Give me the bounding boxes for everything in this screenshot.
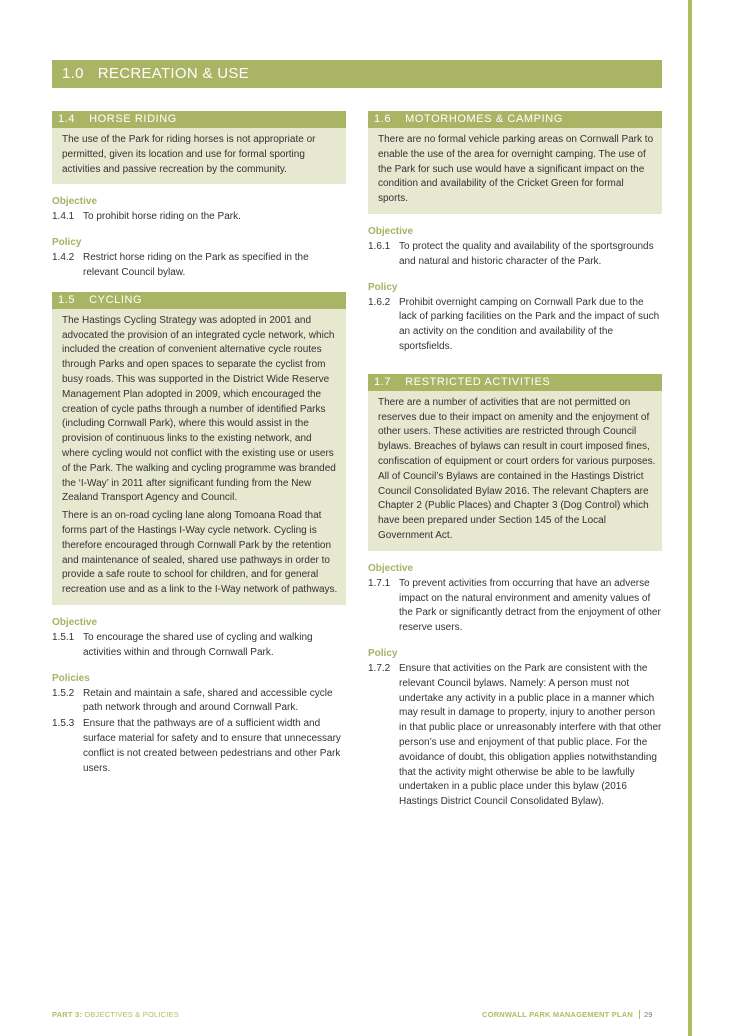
item-number: 1.5.3 (52, 718, 75, 730)
item-text: To prohibit horse riding on the Park. (83, 211, 241, 223)
section-title: RESTRICTED ACTIVITIES (405, 375, 551, 388)
section-number: 1.4 (58, 113, 76, 125)
item-text: Ensure that the pathways are of a sufficient width and surface material for safety and to ensure that unnecessary conflict is not created between pedestrians and other Park users. (83, 718, 341, 774)
footer-part-title: OBJECTIVES & POLICIES (84, 1010, 179, 1019)
section-title: CYCLING (89, 293, 143, 306)
item-number: 1.5.1 (52, 631, 75, 643)
section-intro-box (52, 128, 346, 184)
chapter-title: RECREATION & USE (97, 65, 249, 82)
policy-item (52, 687, 346, 717)
item-text: To prevent activities from occurring that have an adverse impact on the natural environment and amenity values of the Park or significantly detract from the enjoyment of other reserve users. (399, 577, 661, 634)
objective-label: Objective (52, 616, 98, 628)
item-number: 1.7.2 (368, 662, 391, 674)
item-number: 1.5.2 (52, 687, 75, 699)
footer-doc-label (482, 1010, 653, 1019)
objective-label: Objective (368, 225, 414, 237)
section-number: 1.7 (374, 375, 392, 388)
policy-label: Policy (368, 647, 398, 659)
section-title: HORSE RIDING (89, 113, 177, 125)
left-column (52, 111, 346, 777)
section-number: 1.6 (374, 113, 392, 125)
policy-item (368, 296, 662, 355)
footer-doc-title: CORNWALL PARK MANAGEMENT PLAN (482, 1010, 633, 1019)
policy-item (52, 717, 346, 776)
item-number: 1.6.2 (368, 296, 391, 308)
objective-item (368, 577, 662, 636)
item-text: Retain and maintain a safe, shared and accessible cycle path network through and around Cornwall Park. (83, 687, 333, 714)
objective-label: Objective (52, 196, 98, 208)
policy-label: Policy (52, 237, 82, 249)
section-heading-cycling (52, 292, 346, 309)
section-intro-box (368, 391, 662, 551)
intro-text: There are a number of activities that are not permitted on reserves due to their impact on amenity and the enjoyment of other users. These activities are restricted through Council bylaws. Breaches of bylaws can result in court imposed fines, confiscation of equipment or court orders for various purposes. All of Council’s Bylaws are contained in the Hastings District Council Consolidated Bylaw 2016. The relevant Chapters are Chapter 2 (Public Places) and Chapter 3 (Dog Control) which have been prepared under Section 145 of the Local Government Act. (378, 396, 656, 541)
intro-paragraph: There is an on-road cycling lane along Tomoana Road that forms part of the Hastings I-Way cycle network. Cycling is therefore encouraged through Cornwall Park by the retention and maintenance of sealed, shared use pathways in order to provide a safe route to school for children, and for general recreation use and as a link to the I-Way network of pathways. (62, 510, 338, 596)
policy-item (52, 251, 346, 281)
page-edge-rule (688, 0, 692, 1036)
item-number: 1.6.1 (368, 240, 391, 252)
intro-paragraph: The Hastings Cycling Strategy was adopted in 2001 and advocated the provision of an integrated cycle network, which included the creation of convenient alternative cycle routes through Parks and open spaces to separate the cyclist from busy roads. This was supported in the District Wide Reserve Management Plan adopted in 2009, which encouraged the creation of cycle paths through a number of identified Parks (including Cornwall Park), where this would assist in the provision of continuous links to the existing network, and where cycling would not conflict with the existing use or users of the Park. The walking and cycling programme was branded the ‘I-Way’ in 2011 after significant funding from the New Zealand Transport Agency and Council. (62, 314, 336, 504)
section-heading-restricted-activities (368, 374, 662, 391)
objective-item (52, 631, 346, 661)
section-intro-box (52, 309, 346, 605)
item-text: Restrict horse riding on the Park as specified in the relevant Council bylaw. (83, 252, 309, 278)
item-text: To protect the quality and availability of the sportsgrounds and natural and historic character of the Park. (399, 240, 654, 267)
chapter-banner (52, 60, 662, 88)
item-text: Ensure that activities on the Park are consistent with the relevant Council bylaws. Namely: A person must not undertake any activity in a public place in a manner which may result in damage to property, injury to another person in that public place or unreasonably interfere with that other person’s use and enjoyment of that public place. For the avoidance of doubt, this obligation applies notwithstanding that the activity might otherwise be able to be lawfully undertaken in a public place under this bylaw (2016 Hastings District Council Consolidated Bylaw). (399, 662, 662, 808)
objective-item (52, 210, 346, 225)
policy-item (368, 662, 662, 810)
right-column (368, 111, 662, 811)
item-number: 1.4.2 (52, 252, 75, 264)
policy-label: Policy (368, 281, 398, 293)
intro-text: The use of the Park for riding horses is not appropriate or permitted, given its location and use for formal sporting activities and passive recreation by the community. (62, 134, 316, 175)
item-number: 1.7.1 (368, 577, 391, 589)
item-number: 1.4.1 (52, 211, 75, 223)
page-number: 29 (639, 1010, 653, 1019)
section-heading-horse-riding (52, 111, 346, 128)
section-heading-motorhomes-camping (368, 111, 662, 128)
footer-part-number: PART 3: (52, 1010, 83, 1019)
footer-part-label (52, 1010, 179, 1019)
chapter-number: 1.0 (62, 65, 84, 82)
item-text: Prohibit overnight camping on Cornwall Park due to the lack of parking facilities on the Park and the impact of such an activity on the condition and availability of the sportsfields. (399, 296, 660, 352)
section-title: MOTORHOMES & CAMPING (405, 113, 563, 125)
intro-text: There are no formal vehicle parking areas on Cornwall Park to enable the use of the area for overnight camping. The use of the Park for such use would have a significant impact on the condition and availability of the Cricket Green for formal sports. (378, 134, 654, 205)
policies-label: Policies (52, 672, 90, 684)
objective-label: Objective (368, 562, 414, 574)
section-intro-box (368, 128, 662, 214)
section-number: 1.5 (58, 293, 76, 306)
objective-item (368, 240, 662, 270)
item-text: To encourage the shared use of cycling and walking activities within and through Cornwall Park. (83, 631, 313, 658)
